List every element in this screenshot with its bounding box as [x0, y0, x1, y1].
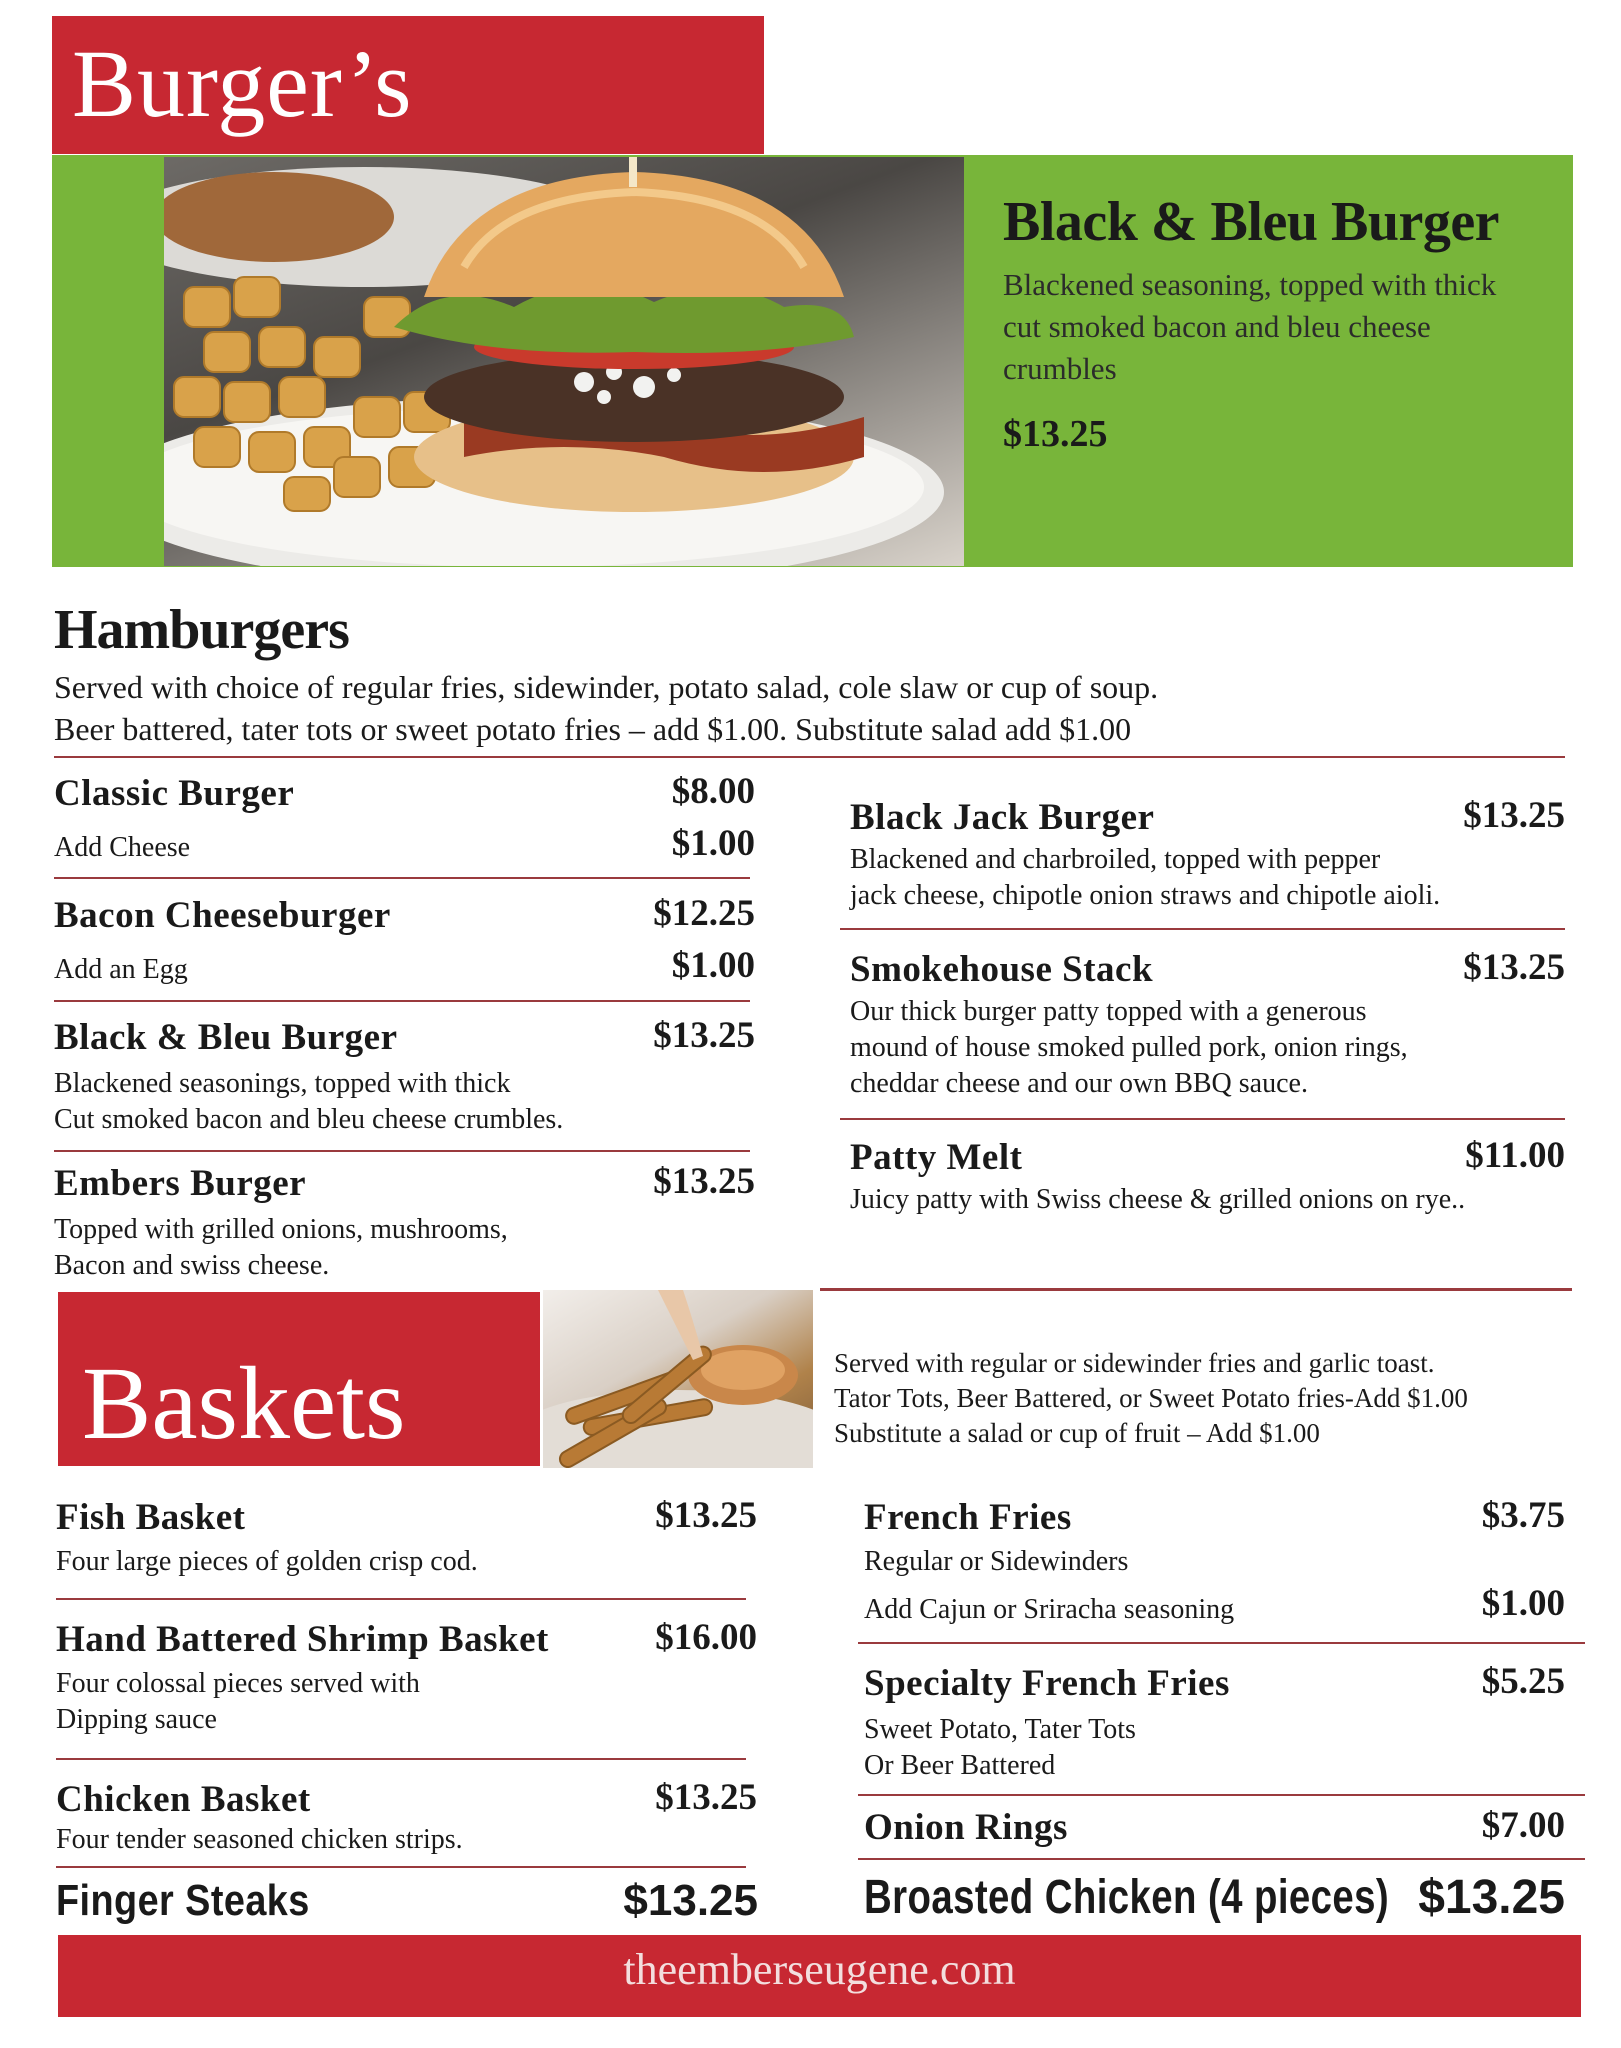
menu-item-name: Embers Burger — [54, 1163, 307, 1204]
menu-item-name: Fish Basket — [56, 1497, 246, 1538]
menu-item-description-line: Dipping sauce — [56, 1704, 217, 1735]
menu-item-price: $13.25 — [655, 1777, 757, 1818]
menu-item-name: Chicken Basket — [56, 1779, 311, 1820]
burgers-title: Burger’s — [72, 30, 413, 137]
menu-item-description-line: Regular or Sidewinders — [864, 1546, 1129, 1577]
menu-item-name: Broasted Chicken (4 pieces) — [864, 1871, 1390, 1924]
item-divider — [858, 1642, 1585, 1644]
menu-item-addon-price: $1.00 — [1481, 1583, 1565, 1624]
menu-item-description-line: mound of house smoked pulled pork, onion rings, — [850, 1032, 1408, 1063]
menu-item-addon: Add Cheese — [54, 832, 191, 863]
menu-item-description — [850, 1182, 1465, 1218]
menu-item-description-line: Topped with grilled onions, mushrooms, — [54, 1214, 508, 1245]
baskets-note-line: Substitute a salad or cup of fruit – Add $1.00 — [834, 1418, 1320, 1448]
burger-tots-photo-icon — [164, 157, 964, 566]
menu-item-description — [56, 1666, 420, 1738]
item-divider — [56, 1866, 746, 1868]
menu-item-price: $16.00 — [655, 1617, 757, 1658]
item-divider — [54, 1000, 750, 1002]
menu-item-name: Bacon Cheeseburger — [54, 895, 391, 936]
hamburgers-note-line: Served with choice of regular fries, sidewinder, potato salad, cole slaw or cup of soup. — [54, 669, 1159, 705]
menu-item-description — [56, 1544, 478, 1580]
section-divider — [54, 756, 1565, 758]
feature-item-description: Blackened seasoning, topped with thick cut smoked bacon and bleu cheese crumbles — [1003, 267, 1497, 386]
menu-item-price: $13.25 — [655, 1495, 757, 1536]
menu-item-description-line: Bacon and swiss cheese. — [54, 1250, 330, 1281]
item-divider — [54, 1150, 750, 1152]
menu-item-description-line: Cut smoked bacon and bleu cheese crumbles. — [54, 1104, 564, 1135]
item-divider — [858, 1858, 1585, 1860]
menu-item-description-line: Four large pieces of golden crisp cod. — [56, 1546, 478, 1577]
menu-item-name: Hand Battered Shrimp Basket — [56, 1619, 549, 1660]
menu-item-description-line: Four colossal pieces served with — [56, 1668, 420, 1699]
feature-item-name: Black & Bleu Burger — [1003, 191, 1500, 253]
menu-item-name: Onion Rings — [864, 1807, 1068, 1848]
menu-item-description — [850, 994, 1408, 1102]
item-divider — [54, 877, 750, 879]
fried-food-photo-icon — [543, 1290, 813, 1468]
section-divider — [820, 1288, 1572, 1291]
baskets-title: Baskets — [82, 1346, 406, 1461]
menu-item-description — [850, 842, 1440, 914]
menu-item-description-line: Juicy patty with Swiss cheese & grilled onions on rye.. — [850, 1184, 1466, 1215]
menu-item-price: $3.75 — [1481, 1495, 1565, 1536]
menu-item-description-line: Our thick burger patty topped with a generous — [850, 996, 1367, 1027]
menu-item-name: Classic Burger — [54, 773, 295, 814]
menu-item-description — [56, 1822, 463, 1858]
menu-item-description-line: Sweet Potato, Tater Tots — [864, 1714, 1136, 1745]
menu-item-name: Finger Steaks — [56, 1876, 310, 1925]
hamburgers-title: Hamburgers — [54, 599, 349, 661]
item-divider — [56, 1598, 746, 1600]
menu-item-price: $13.25 — [653, 1161, 755, 1202]
menu-item-name: French Fries — [864, 1497, 1072, 1538]
menu-item-name: Patty Melt — [850, 1137, 1023, 1178]
menu-item-description — [864, 1712, 1136, 1784]
item-divider — [858, 1794, 1585, 1796]
hamburgers-note-line: Beer battered, tater tots or sweet potato fries – add $1.00. Substitute salad add $1.00 — [54, 711, 1132, 747]
menu-item-name: Black & Bleu Burger — [54, 1017, 398, 1058]
menu-item-price: $13.25 — [653, 1015, 755, 1056]
menu-item-addon: Add an Egg — [54, 954, 188, 985]
feature-item-price: $13.25 — [1003, 413, 1108, 455]
menu-item-price: $13.25 — [623, 1876, 758, 1925]
menu-item-price: $13.25 — [1418, 1871, 1565, 1924]
menu-item-description-line: jack cheese, chipotle onion straws and chipotle aioli. — [850, 880, 1441, 911]
menu-item-price: $5.25 — [1481, 1661, 1565, 1702]
baskets-note-line: Served with regular or sidewinder fries and garlic toast. — [834, 1348, 1435, 1378]
item-divider — [56, 1758, 746, 1760]
menu-item-description-line: Or Beer Battered — [864, 1750, 1056, 1781]
menu-item-description — [54, 1212, 508, 1284]
item-divider — [840, 928, 1565, 930]
menu-item-description-line: cheddar cheese and our own BBQ sauce. — [850, 1068, 1308, 1099]
menu-item-price: $13.25 — [1463, 795, 1565, 836]
baskets-note-line: Tator Tots, Beer Battered, or Sweet Potato fries-Add $1.00 — [834, 1383, 1468, 1413]
menu-item-addon-price: $1.00 — [671, 945, 755, 986]
menu-item-description-line: Blackened seasonings, topped with thick — [54, 1068, 511, 1099]
baskets-note — [834, 1346, 1468, 1451]
menu-item-name: Specialty French Fries — [864, 1663, 1230, 1704]
footer-website-link[interactable]: theemberseugene.com — [623, 1945, 1016, 1994]
menu-item-addon: Add Cajun or Sriracha seasoning — [864, 1594, 1235, 1625]
menu-item-price: $8.00 — [671, 771, 755, 812]
item-divider — [840, 1118, 1565, 1120]
menu-item-name: Black Jack Burger — [850, 797, 1155, 838]
menu-item-name: Smokehouse Stack — [850, 949, 1154, 990]
menu-item-price: $7.00 — [1481, 1805, 1565, 1846]
hamburgers-note — [54, 666, 1158, 750]
menu-item-description-line: Blackened and charbroiled, topped with pepper — [850, 844, 1381, 875]
menu-item-description — [54, 1066, 563, 1138]
menu-item-description-line: Four tender seasoned chicken strips. — [56, 1824, 463, 1855]
menu-item-price: $11.00 — [1465, 1135, 1565, 1176]
menu-item-addon-price: $1.00 — [671, 823, 755, 864]
menu-item-price: $13.25 — [1463, 947, 1565, 988]
menu-item-price: $12.25 — [653, 893, 755, 934]
menu-item-description — [864, 1544, 1128, 1580]
